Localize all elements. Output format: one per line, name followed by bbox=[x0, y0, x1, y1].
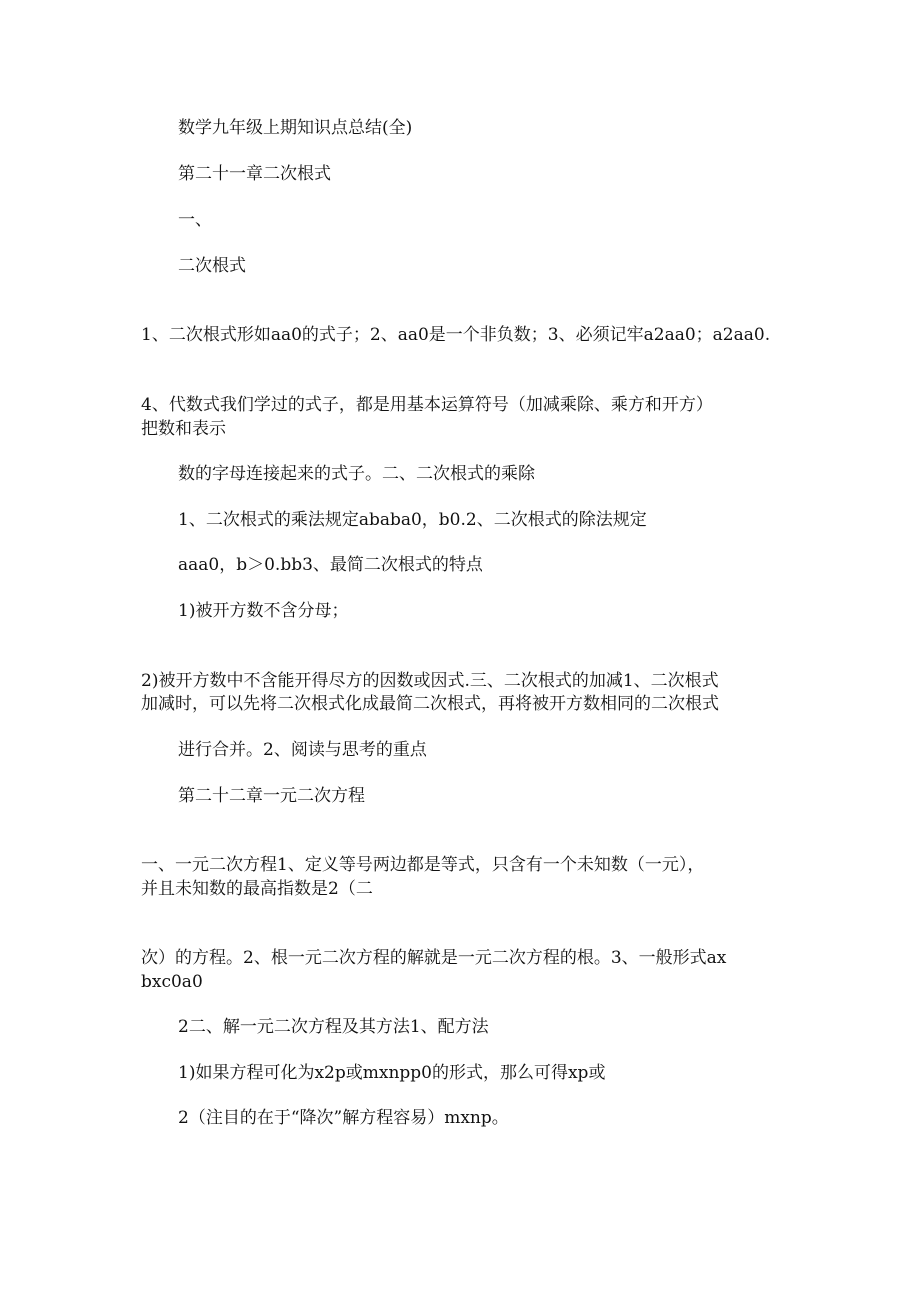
paragraph-multiplication-rule: 1、二次根式的乘法规定ababa0，b0.2、二次根式的除法规定 bbox=[178, 510, 647, 530]
section-heading-radicals: 二次根式 bbox=[178, 256, 246, 276]
paragraph-quadratic-definition-line1: 一、一元二次方程1、定义等号两边都是等式，只含有一个未知数（一元）， bbox=[141, 855, 705, 875]
paragraph-quadratic-definition-line2: 并且未知数的最高指数是2（二 bbox=[141, 879, 373, 899]
paragraph-algebraic-expression-line2: 把数和表示 bbox=[141, 419, 226, 439]
section-number: 一、 bbox=[178, 210, 212, 230]
paragraph-letters-connection: 数的字母连接起来的式子。二、二次根式的乘除 bbox=[178, 464, 535, 484]
paragraph-algebraic-expression-line1: 4、代数式我们学过的式子，都是用基本运算符号（加减乘除、乘方和开方） bbox=[141, 395, 713, 415]
document-title: 数学九年级上期知识点总结(全) bbox=[178, 118, 413, 138]
chapter-21-heading: 第二十一章二次根式 bbox=[178, 164, 331, 184]
paragraph-simplest-radical: aaa0，b＞0.bb3、最简二次根式的特点 bbox=[178, 555, 483, 575]
paragraph-addition-line1: 2)被开方数中不含能开得尽方的因数或因式.三、二次根式的加减1、二次根式 bbox=[141, 671, 719, 691]
paragraph-radical-definition: 1、二次根式形如aa0的式子；2、aa0是一个非负数；3、必须记牢a2aa0；a2aa0. bbox=[141, 325, 771, 345]
paragraph-merge: 进行合并。2、阅读与思考的重点 bbox=[178, 740, 427, 760]
paragraph-general-form-line1: 次）的方程。2、根一元二次方程的解就是一元二次方程的根。3、一般形式ax bbox=[141, 948, 727, 968]
chapter-22-heading: 第二十二章一元二次方程 bbox=[178, 786, 365, 806]
paragraph-note-reduce-degree: 2（注目的在于“降次”解方程容易）mxnp。 bbox=[178, 1108, 509, 1128]
list-item-no-denominator: 1)被开方数不含分母； bbox=[178, 601, 349, 621]
section-solving-methods: 2二、解一元二次方程及其方法1、配方法 bbox=[178, 1017, 489, 1037]
paragraph-addition-line2: 加减时，可以先将二次根式化成最简二次根式，再将被开方数相同的二次根式 bbox=[141, 694, 719, 714]
list-item-completing-square: 1)如果方程可化为x2p或mxnpp0的形式，那么可得xp或 bbox=[178, 1063, 606, 1083]
paragraph-general-form-line2: bxc0a0 bbox=[141, 972, 203, 992]
